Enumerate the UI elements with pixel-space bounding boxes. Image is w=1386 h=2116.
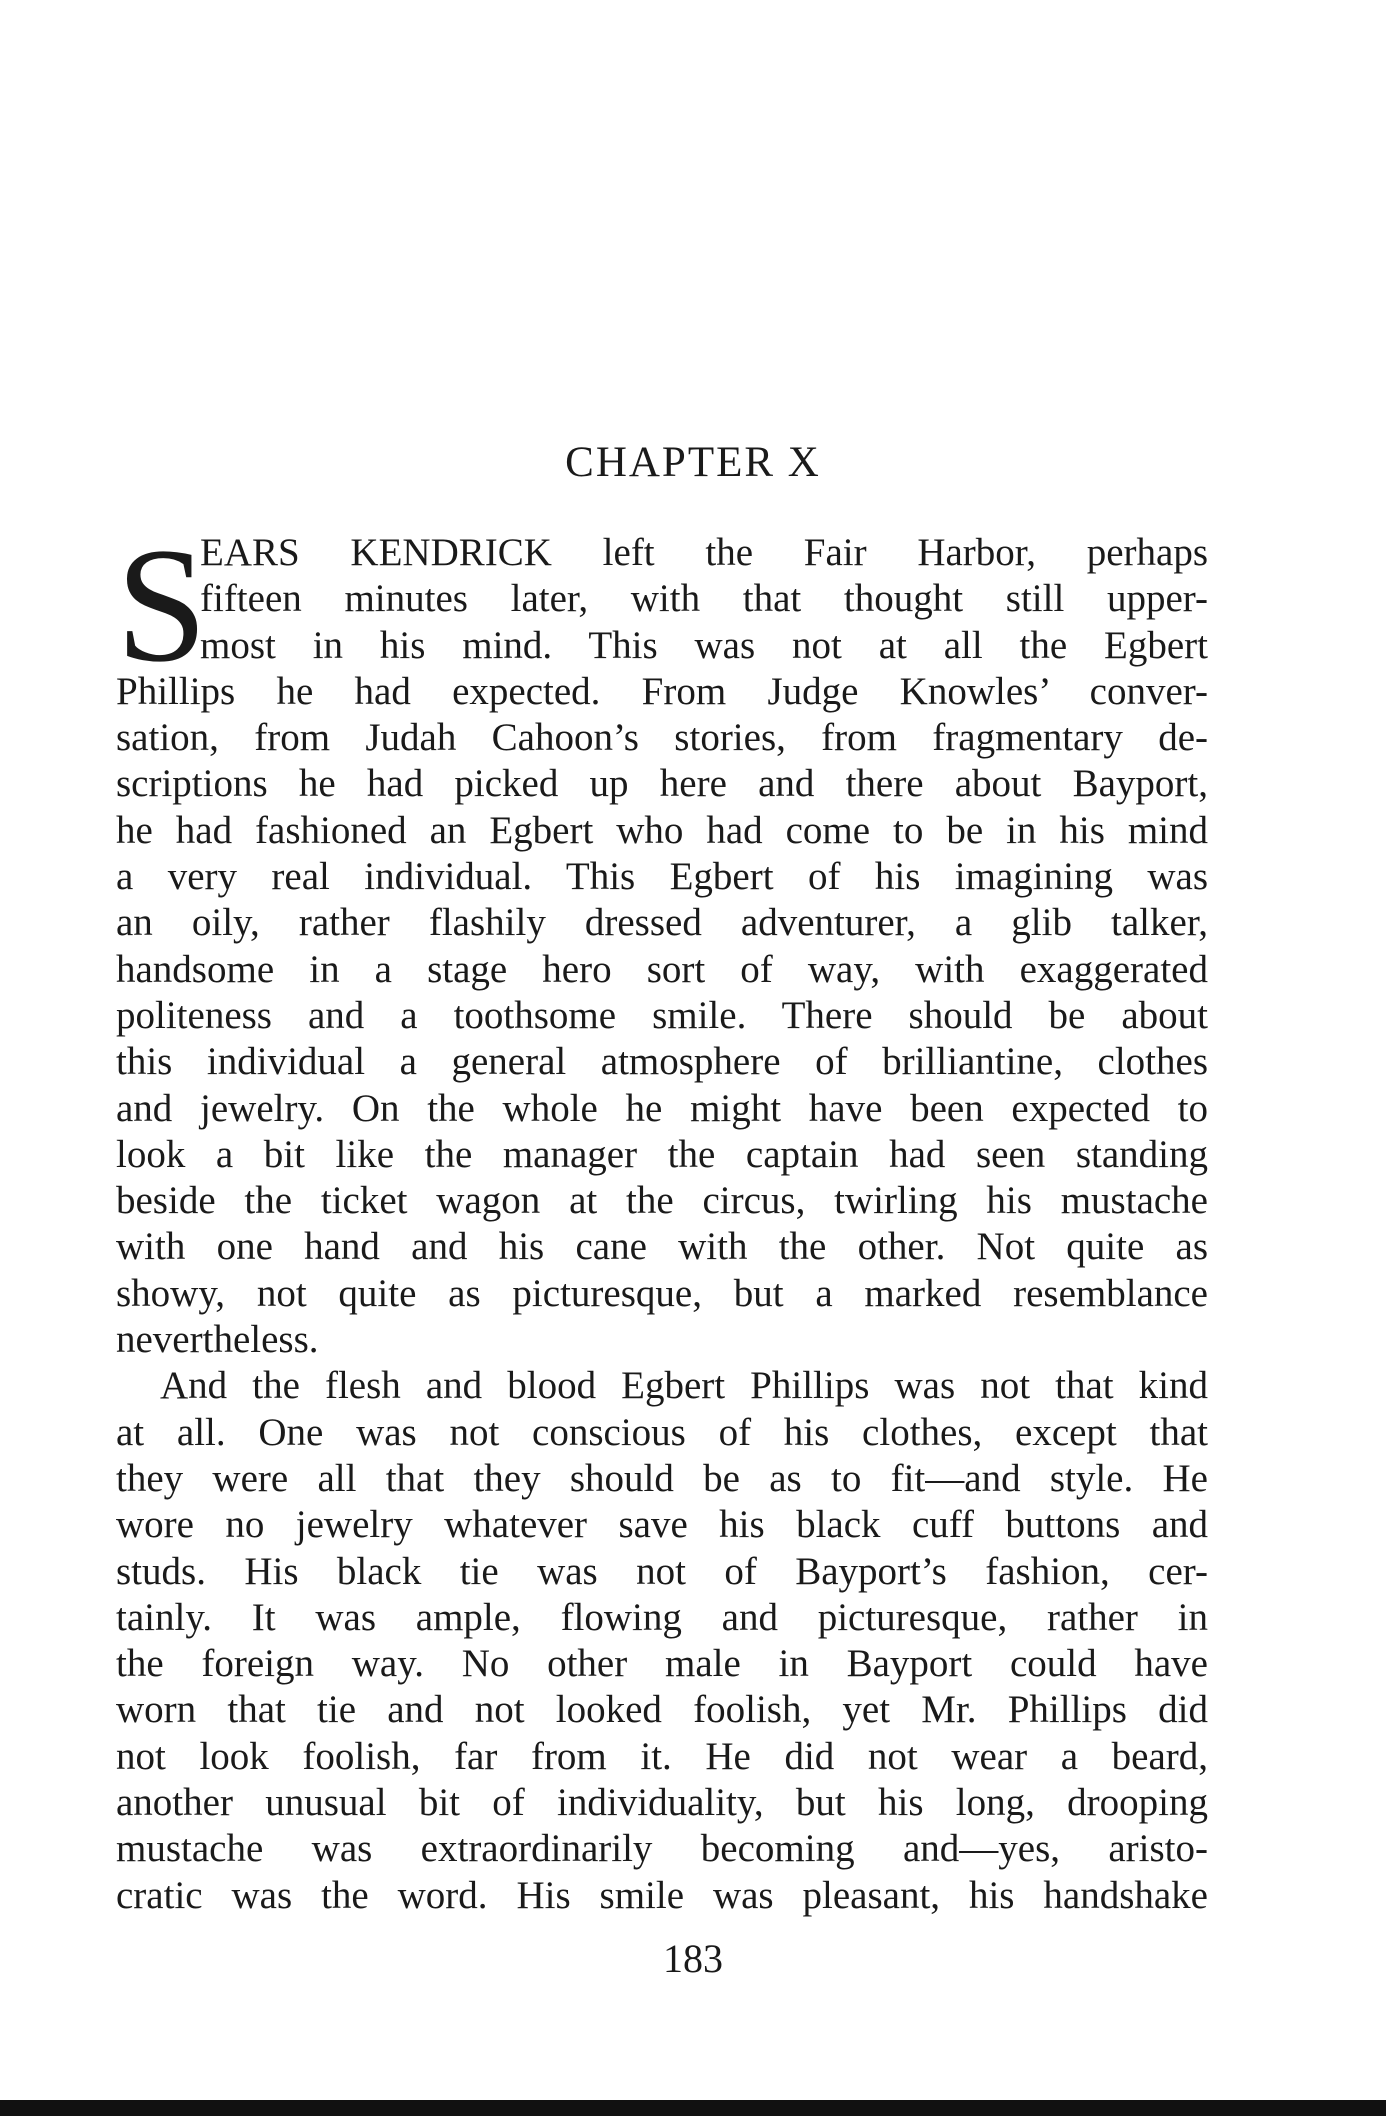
text-line: cratic was the word. His smile was pleasant, his handshake <box>116 1873 1208 1917</box>
text-line: they were all that they should be as to fit—and style. He <box>116 1456 1208 1500</box>
text-line: mustache was extraordinarily becoming and—yes, aristo- <box>116 1827 1208 1871</box>
text-line: he had fashioned an Egbert who had come to be in his mind <box>116 808 1208 852</box>
text-line: tainly. It was ample, flowing and picturesque, rather in <box>116 1595 1208 1639</box>
text-line: studs. His black tie was not of Bayport’s fashion, cer- <box>116 1549 1208 1593</box>
drop-cap: S <box>116 515 208 696</box>
scan-bottom-edge <box>0 2100 1386 2116</box>
text-line: another unusual bit of individuality, but his long, drooping <box>116 1781 1208 1825</box>
text-line: with one hand and his cane with the other. Not quite as <box>116 1225 1208 1269</box>
text-line: scriptions he had picked up here and there about Bayport, <box>116 762 1208 806</box>
text-line: this individual a general atmosphere of brilliantine, clothes <box>116 1040 1208 1084</box>
text-line: beside the ticket wagon at the circus, twirling his mustache <box>116 1179 1208 1223</box>
text-line: And the flesh and blood Egbert Phillips was not that kind <box>160 1364 1208 1408</box>
page-number: 183 <box>663 1936 723 1981</box>
text-line: not look foolish, far from it. He did not wear a beard, <box>116 1734 1208 1778</box>
text-line: politeness and a toothsome smile. There should be about <box>116 993 1208 1037</box>
text-line: and jewelry. On the whole he might have been expected to <box>116 1086 1208 1130</box>
text-line: a very real individual. This Egbert of his imagining was <box>116 855 1208 899</box>
text-line: handsome in a stage hero sort of way, with exaggerated <box>116 947 1208 991</box>
text-line: the foreign way. No other male in Bayport could have <box>116 1642 1208 1686</box>
text-line: wore no jewelry whatever save his black cuff buttons and <box>116 1503 1208 1547</box>
text-line: showy, not quite as picturesque, but a marked resemblance <box>116 1271 1208 1315</box>
text-line: Phillips he had expected. From Judge Knowles’ conver- <box>116 669 1208 713</box>
text-line: worn that tie and not looked foolish, yet Mr. Phillips did <box>116 1688 1208 1732</box>
text-line: fifteen minutes later, with that thought still upper- <box>200 577 1208 621</box>
text-line: at all. One was not conscious of his clothes, except that <box>116 1410 1208 1454</box>
text-line: nevertheless. <box>116 1318 319 1362</box>
chapter-title: CHAPTER X <box>565 439 821 486</box>
text-line: look a bit like the manager the captain had seen standing <box>116 1132 1208 1176</box>
text-line: sation, from Judah Cahoon’s stories, from fragmentary de- <box>116 716 1208 760</box>
body-text <box>116 515 1208 1919</box>
text-line: EARS KENDRICK left the Fair Harbor, perhaps <box>200 531 1208 574</box>
text-line: most in his mind. This was not at all the Egbert <box>200 623 1208 667</box>
text-line: an oily, rather flashily dressed adventurer, a glib talker, <box>116 901 1208 945</box>
